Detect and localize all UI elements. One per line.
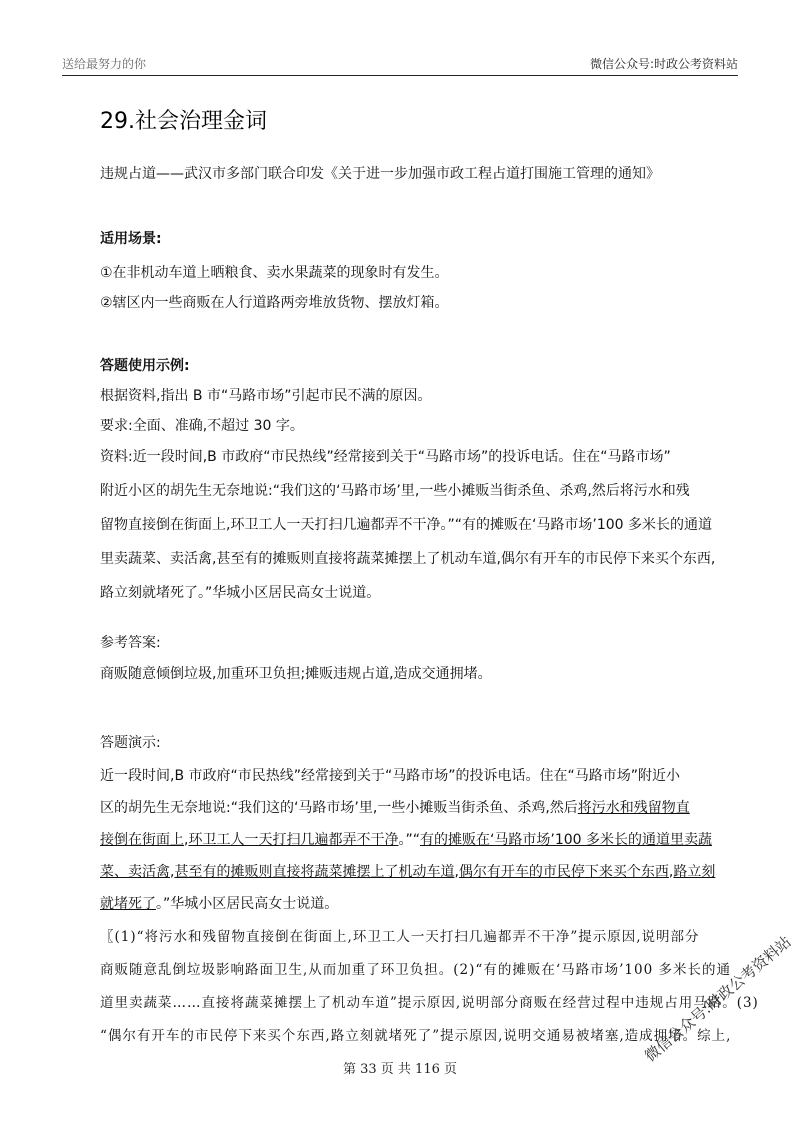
demo-text: ,	[454, 864, 459, 880]
demo-text: 。”“	[398, 832, 420, 848]
demo-line-2	[100, 797, 690, 817]
page-number: 第 33 页 共 116 页	[342, 1062, 458, 1077]
material-line: 资料:近一段时间,B 市政府“市民热线”经常接到关于“马路市场”的投诉电话。住在“马路市场”	[100, 449, 671, 465]
analysis-line: “偶尔有开车的市民停下来买个东西,路立刻就堵死了”提示原因,说明交通易被堵塞,造成拥堵。综上,	[100, 1028, 732, 1044]
material-line: 路立刻就堵死了。”华城小区居民高女士说道。	[100, 585, 381, 601]
demo-text: 。”华城小区居民高女士说道。	[156, 896, 339, 912]
header-slogan: 送给最努力的你	[62, 57, 147, 71]
page-header	[62, 53, 738, 76]
page-title: 29.社会治理金词	[100, 109, 267, 134]
example-requirement: 要求:全面、准确,不超过 30 字。	[100, 418, 304, 434]
example-heading: 答题使用示例:	[100, 358, 190, 374]
demo-heading: 答题演示:	[100, 735, 161, 751]
demo-underlined: 就堵死了	[100, 896, 156, 912]
demo-line-3	[100, 829, 712, 849]
demo-underlined: 菜、卖活禽	[100, 864, 170, 880]
material-line: 留物直接倒在街面上,环卫工人一天打扫几遍都弄不干净。”“有的摊贩在‘马路市场’100 多米长的通道	[100, 517, 713, 533]
scenes-heading: 适用场景:	[100, 231, 162, 247]
demo-text: 近一段时间,B 市政府“市民热线”经常接到关于“马路市场”的投诉电话。住在“马路市场”附近小	[100, 768, 681, 784]
header-account: 微信公众号:时政公考资料站	[589, 57, 738, 71]
demo-underlined: 将污水和残留物直	[577, 800, 690, 816]
demo-text: ,	[184, 832, 189, 848]
scene-item: ①在非机动车道上晒粮食、卖水果蔬菜的现象时有发生。	[100, 265, 449, 281]
demo-text: ,	[668, 864, 674, 880]
demo-underlined: 偶尔有开车的市民停下来买个东西	[458, 864, 669, 880]
example-question: 根据资料,指出 B 市“马路市场”引起市民不满的原因。	[100, 388, 432, 404]
demo-text: 区的胡先生无奈地说:“我们这的‘马路市场’里,一些小摊贩当街杀鱼、杀鸡,然后	[100, 800, 578, 816]
watermark-stamp: 微信公众号:时政公考资料站	[641, 932, 795, 1066]
scene-item: ②辖区内一些商贩在人行道路两旁堆放货物、摆放灯箱。	[100, 295, 449, 311]
analysis-line: 〖(1)“将污水和残留物直接倒在街面上,环卫工人一天打扫几遍都弄不干净”提示原因,说明部分	[100, 929, 700, 945]
demo-underlined: 路立刻	[673, 864, 716, 880]
demo-underlined: 环卫工人一天打扫几遍都弄不干净	[188, 832, 399, 848]
analysis-line: 道里卖蔬菜……直接将蔬菜摊摆上了机动车道”提示原因,说明部分商贩在经营过程中违规占用马路。(3)	[100, 995, 759, 1011]
demo-text: ,	[170, 864, 175, 880]
reference-heading: 参考答案:	[100, 635, 161, 651]
material-line: 里卖蔬菜、卖活禽,甚至有的摊贩则直接将蔬菜摊摆上了机动车道,偶尔有开车的市民停下来买个东西,	[100, 551, 716, 567]
material-line: 附近小区的胡先生无奈地说:“我们这的‘马路市场’里,一些小摊贩当街杀鱼、杀鸡,然后将污水和残	[100, 483, 690, 499]
reference-answer: 商贩随意倾倒垃圾,加重环卫负担;摊贩违规占道,造成交通拥堵。	[100, 666, 492, 682]
demo-underlined: 有的摊贩在‘马路市场’100 多米长的通道里卖蔬	[419, 832, 713, 848]
demo-underlined: 接倒在街面上	[100, 832, 184, 848]
analysis-line: 商贩随意乱倒垃圾影响路面卫生,从而加重了环卫负担。(2)“有的摊贩在‘马路市场’100 多米长的通	[100, 962, 731, 978]
subtitle: 违规占道——武汉市多部门联合印发《关于进一步加强市政工程占道打围施工管理的通知》	[100, 166, 660, 182]
demo-underlined: 甚至有的摊贩则直接将蔬菜摊摆上了机动车道	[174, 864, 455, 880]
demo-line-4	[100, 861, 715, 881]
demo-line-5	[100, 893, 338, 913]
demo-line-1	[100, 765, 680, 785]
